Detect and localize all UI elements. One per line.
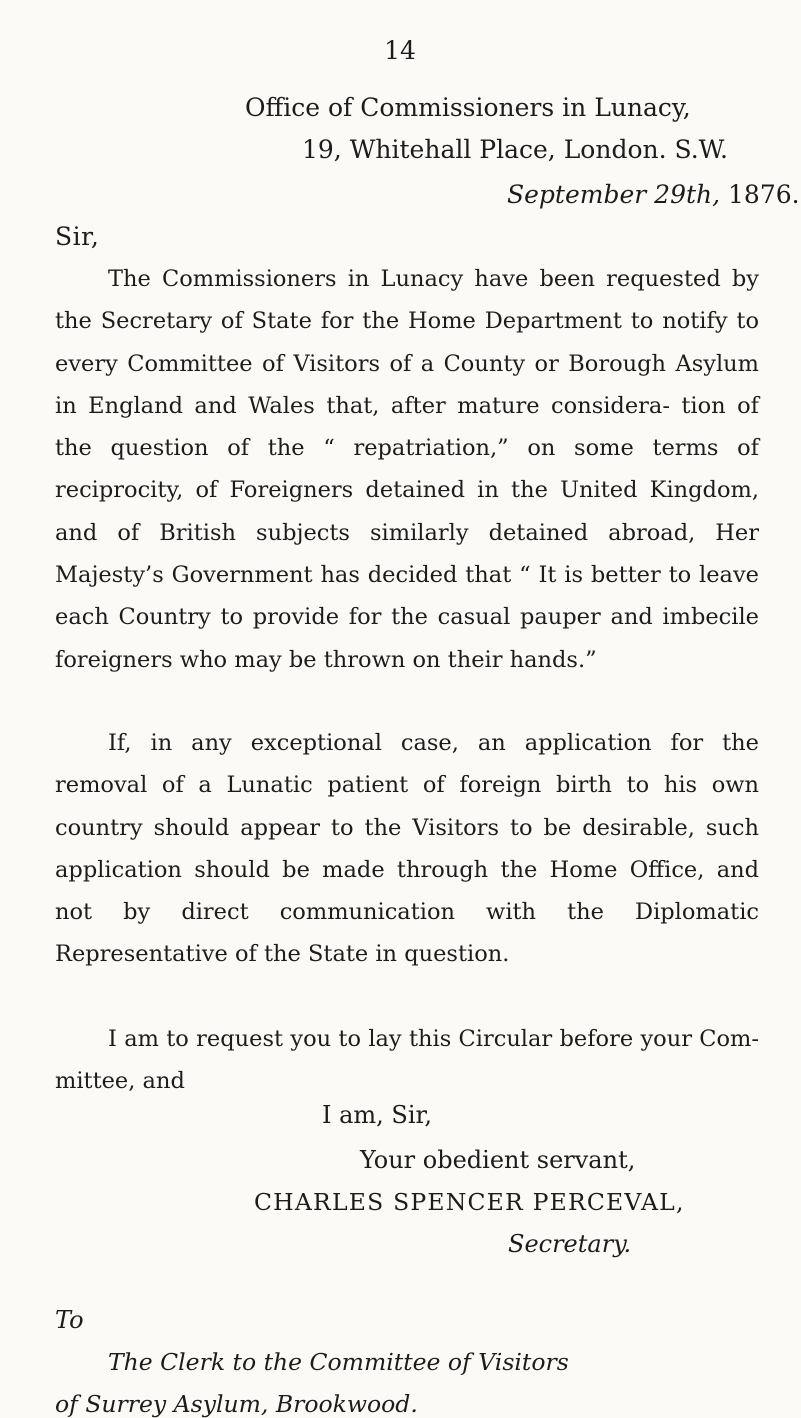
paragraph-exceptional-case: If, in any exceptional case, an application for the removal of a Lunatic patient of foreign birth to his own country should appear to the Visitors to be desirable, such application should be made through the Home Office, and not by direct communication with the Diplomatic Representative of the State in question. [55, 730, 759, 968]
paragraph-request: I am to request you to lay this Circular before your Com- mittee, and [55, 1026, 759, 1095]
date-year: 1876. [720, 180, 800, 209]
date-month-day: September 29th, [507, 180, 721, 209]
addressee-to: To [55, 1306, 84, 1334]
letter-date [507, 180, 800, 209]
page-number: 14 [384, 36, 416, 65]
closing-servant: Your obedient servant, [360, 1146, 636, 1174]
signature-name: CHARLES SPENCER PERCEVAL, [254, 1188, 685, 1216]
office-address: 19, Whitehall Place, London. S.W. [302, 135, 728, 164]
paragraph-repatriation: The Commissioners in Lunacy have been requested by the Secretary of State for the Home Department to notify to every Committee of Visitors of a County or Borough Asylum in England and Wales that, after mature considera- tion of the question of the “ repatriation,” on some terms of reciprocity, of Foreigners detained in the United Kingdom, and of British subjects similarly detained abroad, Her Majesty’s Government has decided that “ It is better to leave each Country to provide for the casual pauper and imbecile foreigners who may be thrown on their hands.” [55, 266, 759, 673]
closing-line: I am, Sir, [322, 1101, 433, 1129]
salutation: Sir, [55, 222, 100, 251]
signature-title: Secretary. [508, 1230, 632, 1258]
office-heading: Office of Commissioners in Lunacy, [245, 93, 691, 122]
addressee-line-1: The Clerk to the Committee of Visitors [108, 1348, 569, 1376]
addressee-line-2: of Surrey Asylum, Brookwood. [55, 1390, 418, 1418]
